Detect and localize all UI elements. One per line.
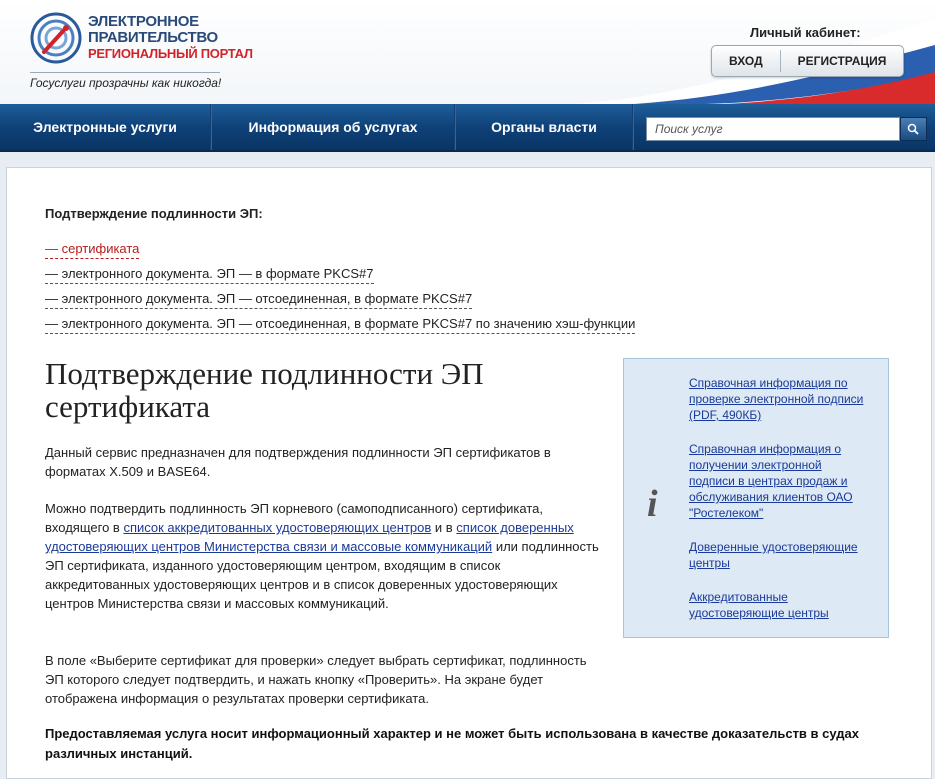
slogan-divider: [30, 72, 220, 73]
nav-item-electronic-services[interactable]: Электронные услуги: [33, 119, 177, 135]
info-link-trusted-centers[interactable]: Доверенные удостоверяющие центры: [689, 540, 858, 570]
search-button[interactable]: [900, 117, 927, 141]
accredited-centers-link[interactable]: список аккредитованных удостоверяющих центров: [123, 520, 432, 535]
paragraph-text: или подлинность ЭП сертификата, изданного удостоверяющим центром, входящим в список аккредитованных удостоверяющих центров и в список доверенных удостоверяющих центров Министерства связи и массовых коммуникаций.: [45, 539, 599, 611]
intro-paragraph: Данный сервис предназначен для подтверждения подлинности ЭП сертификатов в форматах X.509 и BASE64.: [45, 445, 551, 479]
option-document-pkcs7[interactable]: — электронного документа. ЭП — в формате PKCS#7: [45, 266, 374, 284]
info-link-accredited-centers[interactable]: Аккредитованные удостоверяющие центры: [689, 590, 829, 620]
logo-line3: РЕГИОНАЛЬНЫЙ ПОРТАЛ: [88, 46, 253, 61]
nav-divider: [632, 104, 634, 150]
slogan: Госуслуги прозрачны как никогда!: [30, 76, 222, 90]
nav-item-services-info[interactable]: Информация об услугах: [248, 119, 418, 135]
logo-line1: ЭЛЕКТРОННОЕ: [88, 13, 199, 30]
paragraph-text: Можно подтвердить подлинность ЭП корневого (самоподписанного) сертификата, входящего в: [45, 501, 543, 535]
search-input[interactable]: Поиск услуг: [646, 117, 900, 141]
paragraph-text: и в: [431, 520, 457, 535]
info-link-rostelecom[interactable]: Справочная информация о получении электронной подписи в центрах продаж и обслуживания клиентов ОАО "Ростелеком": [689, 442, 853, 520]
option-document-detached[interactable]: — электронного документа. ЭП — отсоединенная, в формате PKCS#7: [45, 291, 472, 309]
search-icon: [901, 118, 926, 140]
info-link-pdf-guide[interactable]: Справочная информация по проверке электронной подписи (PDF, 490КБ): [689, 376, 864, 422]
option-certificate[interactable]: — сертификата: [45, 241, 139, 259]
nav-item-authorities[interactable]: Органы власти: [491, 119, 597, 135]
info-icon: i: [647, 483, 658, 525]
portal-logo-icon: [30, 12, 82, 64]
disclaimer: Предоставляемая услуга носит информационный характер и не может быть использована в качестве доказательств в судах различных инстанций.: [45, 726, 859, 761]
instructions-paragraph: В поле «Выберите сертификат для проверки» следует выбрать сертификат, подлинность ЭП которого следует подтвердить, и нажать кнопку «Проверить». На экране будет отображена информация о результатах проверки сертификата.: [45, 653, 587, 706]
site-header: [0, 0, 935, 104]
root-cert-paragraph: [45, 499, 600, 613]
verification-subtitle: Подтверждение подлинности ЭП:: [45, 206, 263, 221]
option-document-detached-hash[interactable]: — электронного документа. ЭП — отсоединенная, в формате PKCS#7 по значению хэш-функции: [45, 316, 635, 334]
login-button[interactable]: ВХОД: [729, 54, 763, 68]
logo-text[interactable]: [88, 14, 253, 62]
trusted-centers-link[interactable]: список доверенных удостоверяющих центров Министерства связи и массовые коммуникаций: [45, 520, 574, 554]
cabinet-label: Личный кабинет:: [750, 25, 861, 40]
auth-buttons: [711, 45, 904, 77]
register-button[interactable]: РЕГИСТРАЦИЯ: [797, 54, 887, 68]
page-title: Подтверждение подлинности ЭП сертификата: [45, 356, 484, 424]
logo-line2: ПРАВИТЕЛЬСТВО: [88, 29, 218, 46]
